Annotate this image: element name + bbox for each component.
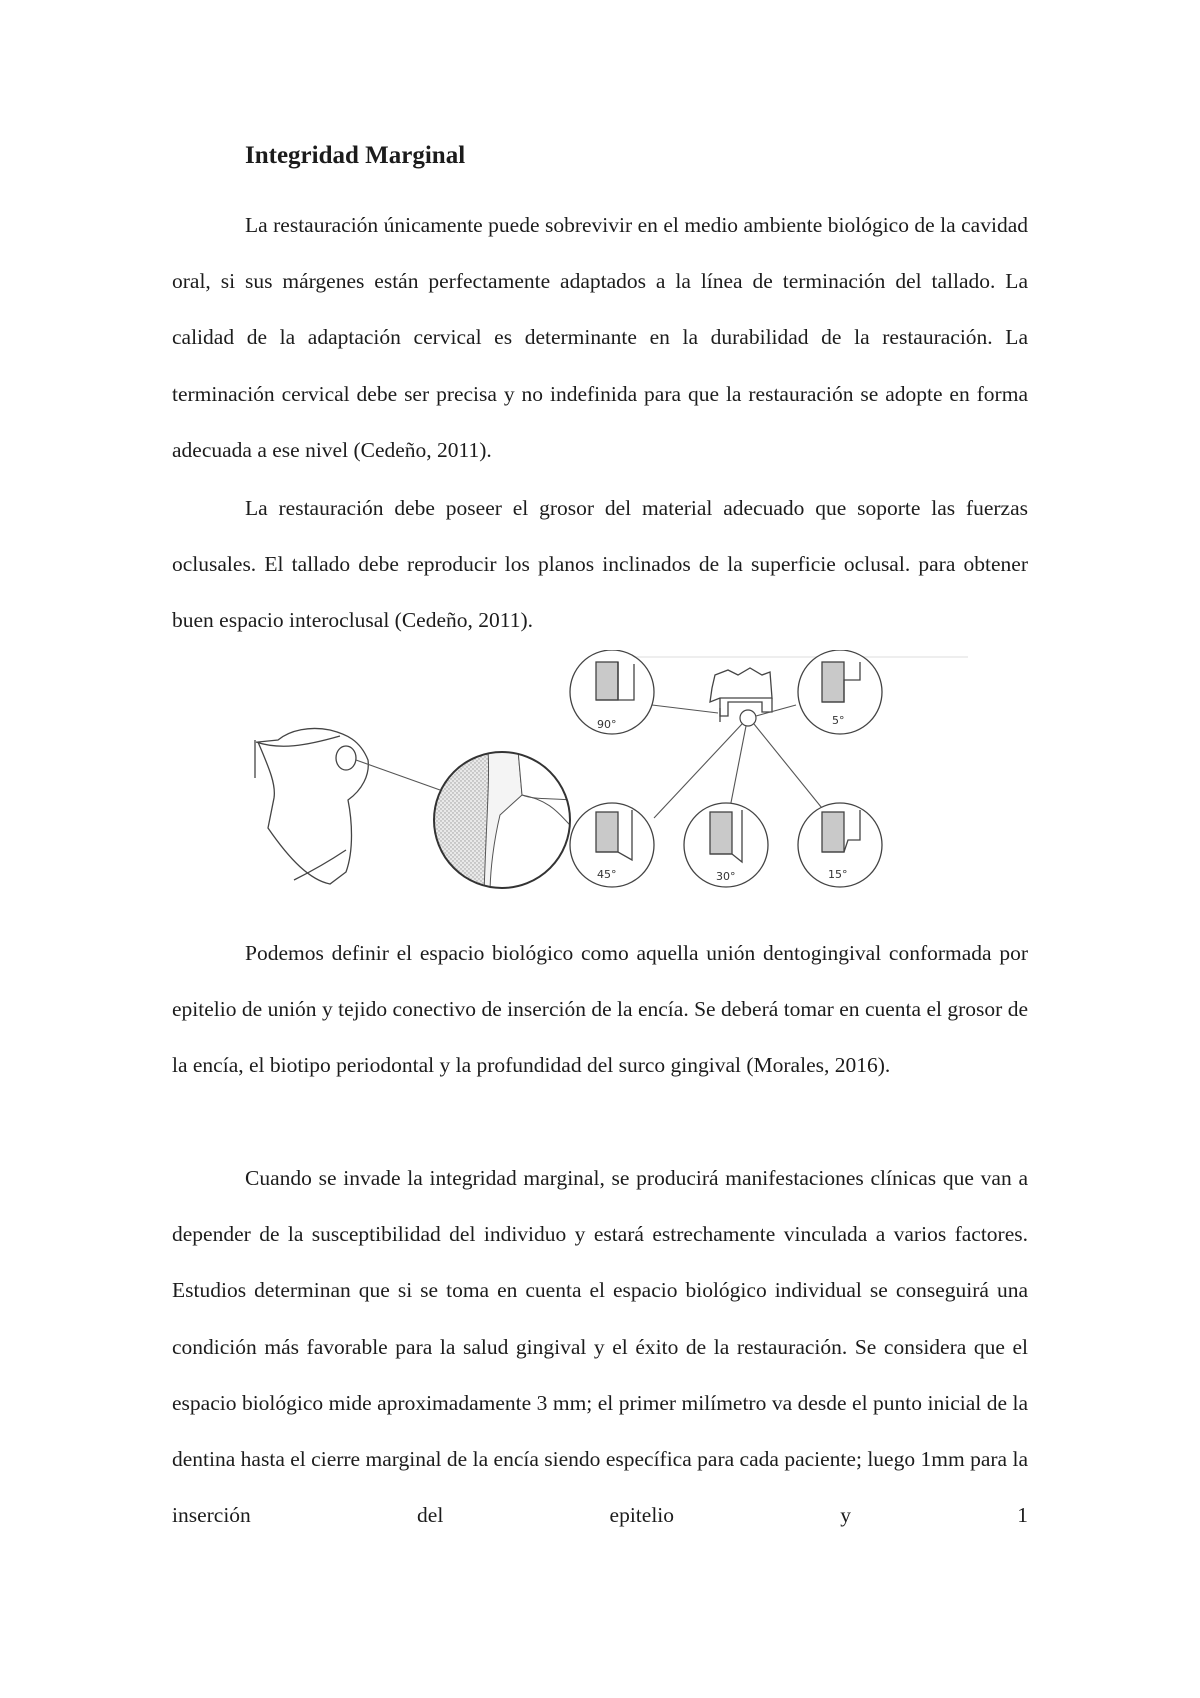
dental-diagram-illustration: [250, 650, 970, 910]
detail-circle-5: [798, 650, 882, 734]
magnified-margin-detail: [430, 750, 580, 895]
angle-label-5: 5°: [832, 714, 845, 727]
margin-finish-line-figure: [250, 650, 970, 910]
detail-circle-30: [684, 803, 768, 887]
detail-circle-90: [570, 650, 654, 734]
section-heading: Integridad Marginal: [245, 142, 466, 169]
paragraph-3: Podemos definir el espacio biológico como aquella unión dentogingival conformada por epitelio de unión y tejido conectivo de inserción de la encía. Se deberá tomar en cuenta el grosor de la encía, el biotipo periodontal y la profundidad del surco gingival (Morales, 2016).: [172, 941, 1028, 1078]
angle-label-90: 90°: [597, 718, 617, 731]
paragraph-4: Cuando se invade la integridad marginal, se producirá manifestaciones clínicas que van a depender de la susceptibilidad del individuo y estará estrechamente vinculada a varios factores. Estudios determinan que si se toma en cuenta el espacio biológico individual se conseguirá una condición más favorable para la salud gingival y el éxito de la restauración. Se considera que el espacio biológico mide aproximadamente 3 mm; el primer milímetro va desde el punto inicial de la dentina hasta el cierre marginal de la encía siendo específica para cada paciente; luego 1mm para la inserción del epitelio y 1: [172, 1166, 1028, 1528]
tooth-crown-sketch: [255, 728, 368, 884]
paragraph-2: La restauración debe poseer el grosor del material adecuado que soporte las fuerzas oclusales. El tallado debe reproducir los planos inclinados de la superficie oclusal. para obtener buen espacio interoclusal (Cedeño, 2011).: [172, 496, 1028, 633]
paragraph-1: La restauración únicamente puede sobrevivir en el medio ambiente biológico de la cavidad oral, si sus márgenes están perfectamente adaptados a la línea de terminación del tallado. La calidad de la adaptación cervical es determinante en la durabilidad de la restauración. La terminación cervical debe ser precisa y no indefinida para que la restauración se adopte en forma adecuada a ese nivel (Cedeño, 2011).: [172, 213, 1028, 462]
detail-circle-15: [798, 803, 882, 887]
angle-label-15: 15°: [828, 868, 848, 881]
angle-label-30: 30°: [716, 870, 736, 883]
detail-circle-45: [570, 803, 654, 887]
angle-label-45: 45°: [597, 868, 617, 881]
